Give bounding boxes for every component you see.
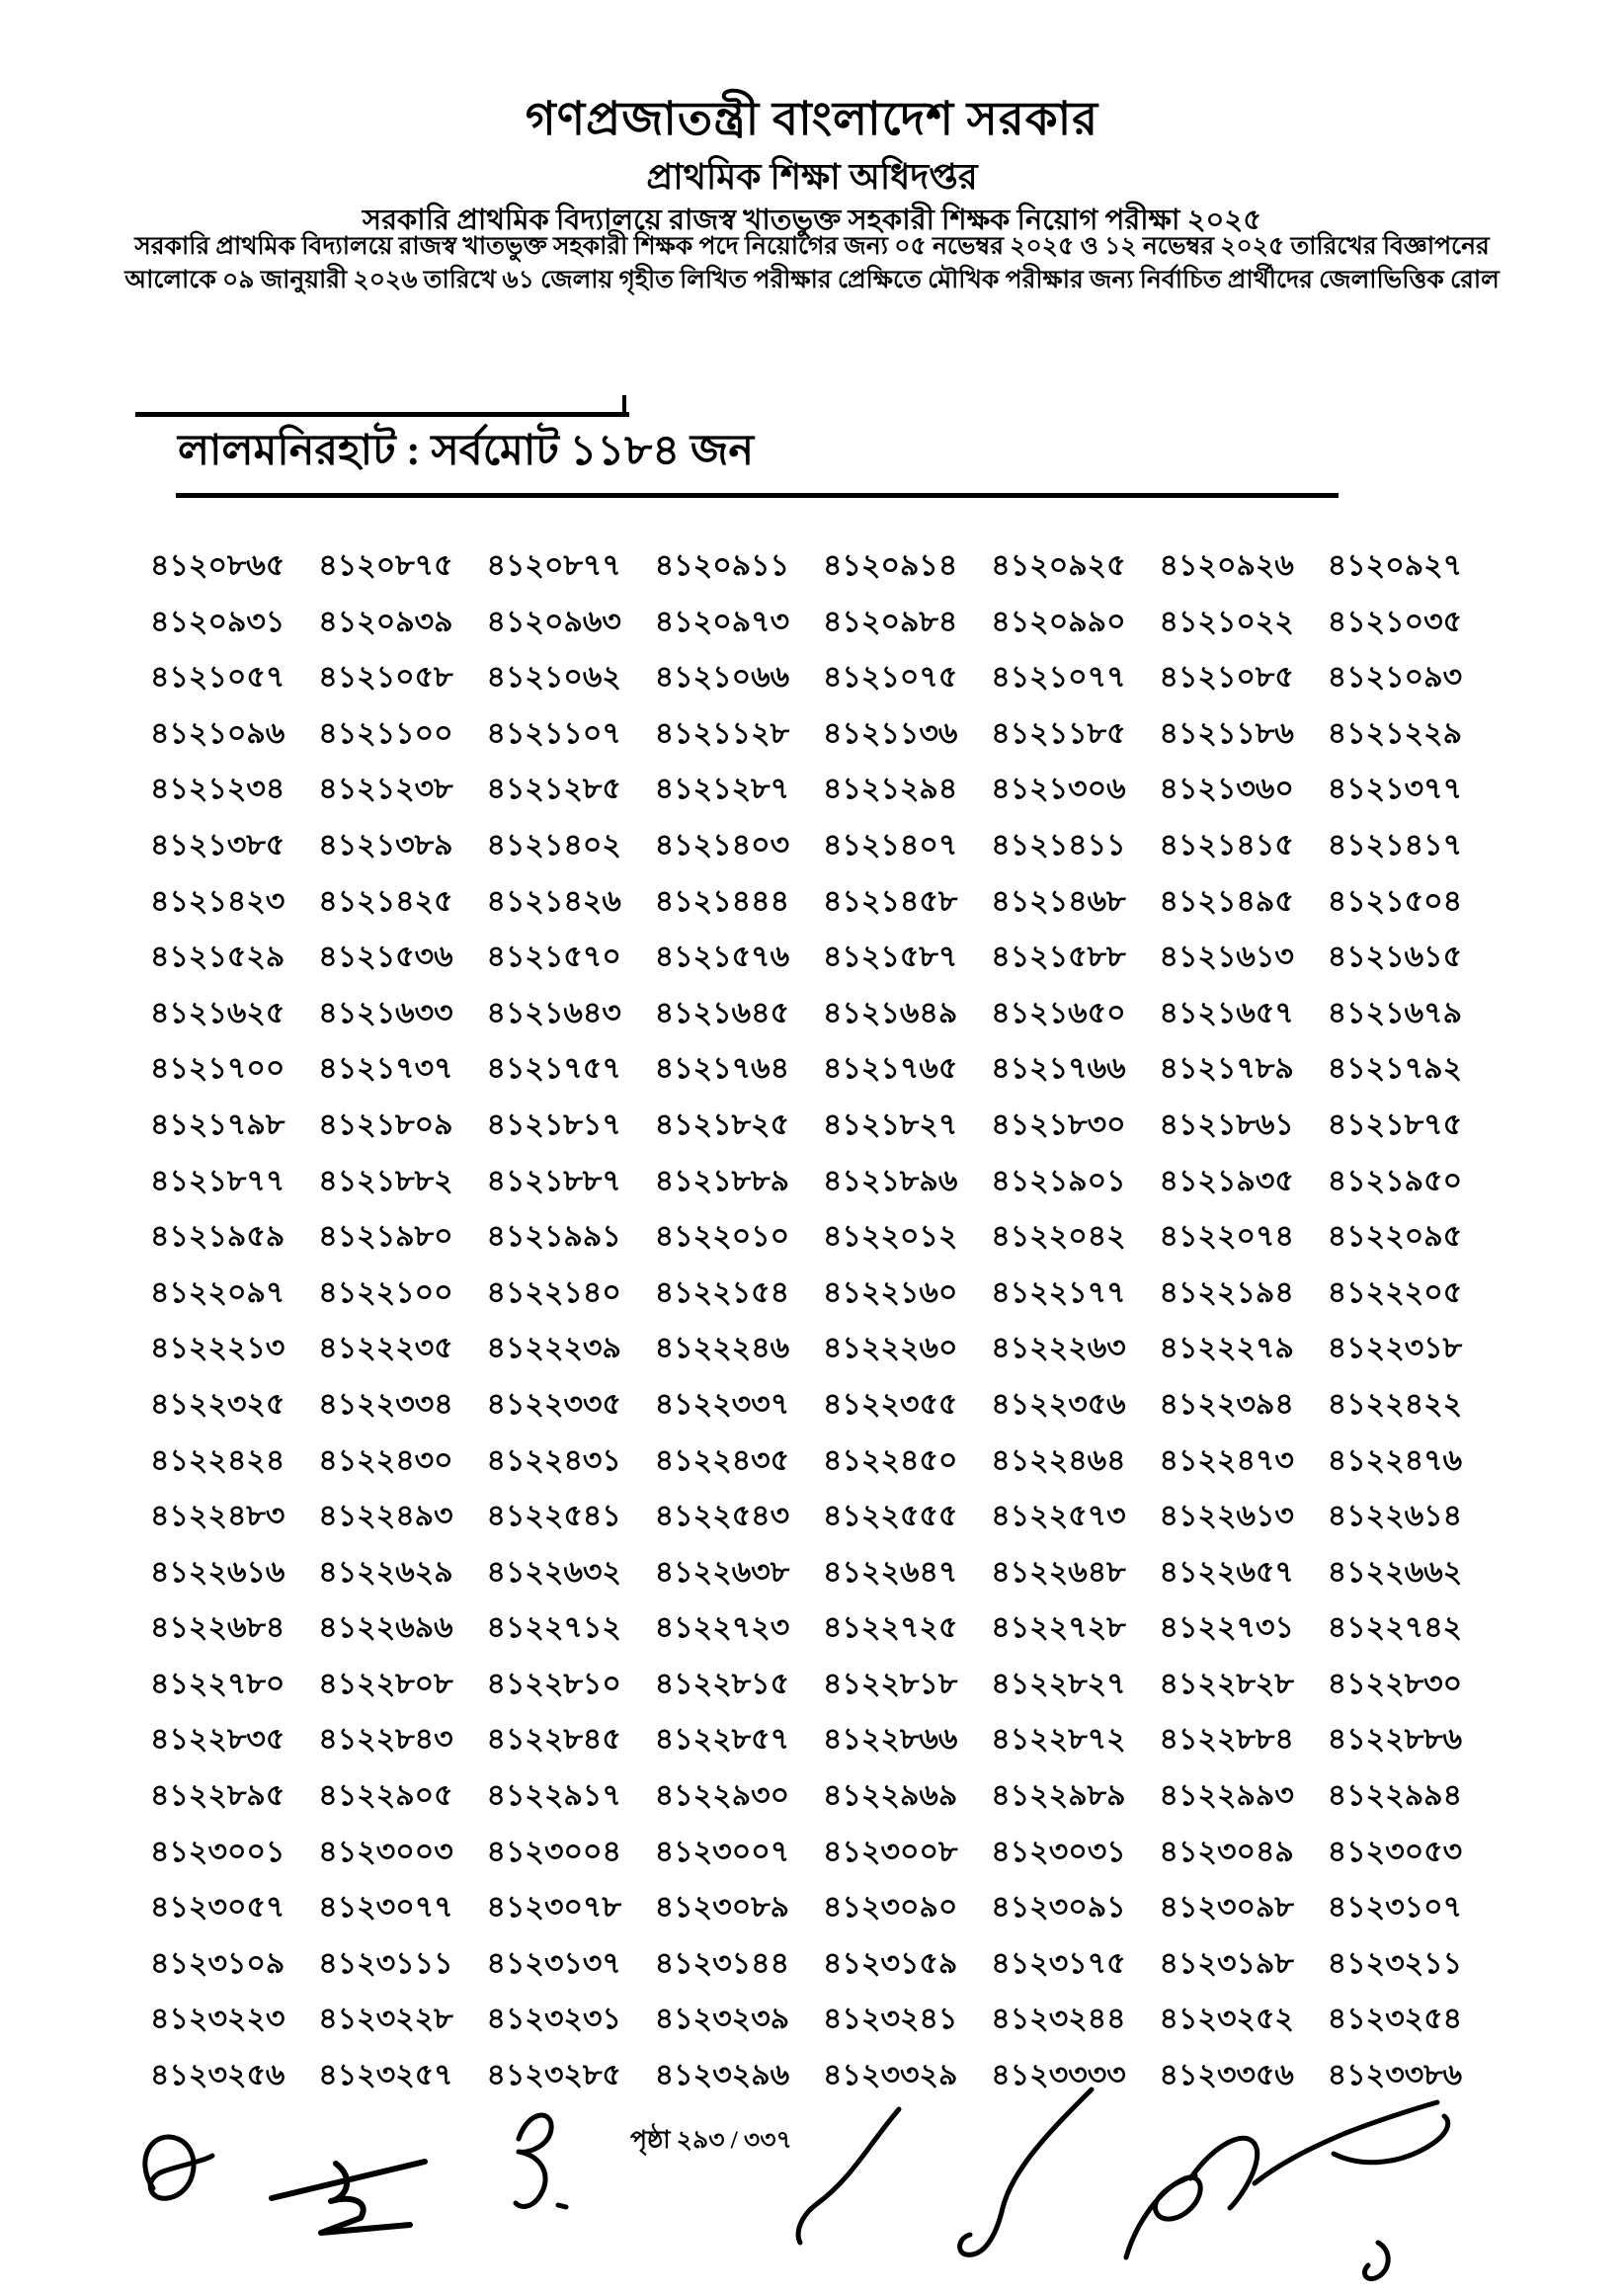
roll-number: ৪১২২৫৫৫ <box>823 1500 958 1533</box>
roll-number: ৪১২১৫০৪ <box>1327 884 1463 918</box>
roll-number: ৪১২২৩৯৪ <box>1159 1387 1294 1421</box>
roll-number: ৪১২২৬৫৭ <box>1159 1555 1294 1589</box>
roll-number: ৪১২১৪৯৫ <box>1159 884 1294 918</box>
roll-number: ৪১২২০৯৫ <box>1327 1220 1463 1254</box>
roll-number: ৪১২১৪৫৮ <box>823 884 958 918</box>
roll-number: ৪১২১৯৫৯ <box>150 1220 285 1254</box>
roll-number: ৪১২২১৫৪ <box>654 1275 790 1309</box>
roll-number: ৪১২১২৩৮ <box>318 773 453 806</box>
roll-number: ৪১২১২২৯ <box>1327 716 1463 750</box>
notice-description-line1: সরকারি প্রাথমিক বিদ্যালয়ে রাজস্ব খাতভুক্ত সহকারী শিক্ষক পদে নিয়োগের জন্য ০৫ নভেম্বর ২০২৫ ও ১২ নভেম্বর ২০২৫ তারিখের বিজ্ঞাপনের <box>134 233 1490 260</box>
roll-number: ৪১২৩২৫৪ <box>1327 2003 1463 2036</box>
roll-number: ৪১২৩০৮৯ <box>654 1891 790 1924</box>
roll-number: ৪১২১০২২ <box>1159 605 1294 638</box>
roll-number: ৪১২১৪১১ <box>991 828 1126 861</box>
signature-icon <box>272 2162 425 2233</box>
roll-number: ৪১২১৪২৫ <box>318 884 453 918</box>
roll-number: ৪১২১৯৩৫ <box>1159 1164 1294 1197</box>
roll-number: ৪১২১৮৯৬ <box>823 1164 958 1197</box>
roll-number: ৪১২১৬৪৯ <box>823 996 958 1029</box>
roll-number: ৪১২১০৬৬ <box>654 661 790 695</box>
roll-number: ৪১২২২১৩ <box>150 1332 285 1365</box>
roll-number: ৪১২১১৩৬ <box>823 716 958 750</box>
roll-number: ৪১২১৬২৫ <box>150 996 285 1029</box>
roll-number: ৪১২২৮২৮ <box>1159 1667 1294 1700</box>
roll-number: ৪১২৩০০১ <box>150 1835 285 1868</box>
roll-number: ৪১২২০১০ <box>654 1220 790 1254</box>
roll-number: ৪১২১৭৯৮ <box>150 1107 285 1141</box>
roll-number: ৪১২০৯৬৩ <box>486 605 621 638</box>
roll-number: ৪১২২৩৫৫ <box>823 1387 958 1421</box>
roll-number: ৪১২২৩৩৫ <box>486 1387 621 1421</box>
roll-number: ৪১২২৮৪৫ <box>486 1723 621 1757</box>
roll-number: ৪১২১৭৬৪ <box>654 1052 790 1086</box>
roll-number: ৪১২২৮৯৫ <box>150 1779 285 1813</box>
roll-number: ৪১২০৯১৪ <box>823 549 958 582</box>
roll-number: ৪১২১৩৭৭ <box>1327 773 1463 806</box>
roll-number: ৪১২১০৩৫ <box>1327 605 1463 638</box>
roll-number: ৪১২১৭৬৫ <box>823 1052 958 1086</box>
roll-number: ৪১২২৭২৫ <box>823 1611 958 1645</box>
roll-number: ৪১২১৪২৬ <box>486 884 621 918</box>
roll-number: ৪১২২৯৬৯ <box>823 1779 958 1813</box>
roll-number: ৪১২১৪১৭ <box>1327 828 1463 861</box>
roll-number: ৪১২২৬২৯ <box>318 1555 453 1589</box>
roll-number: ৪১২৩২২৮ <box>318 2003 453 2036</box>
roll-number: ৪১২৩০০৪ <box>486 1835 621 1868</box>
roll-number: ৪১২১৬৩৩ <box>318 996 453 1029</box>
roll-number: ৪১২১৭০০ <box>150 1052 285 1086</box>
roll-number: ৪১২১৯০১ <box>991 1164 1126 1197</box>
roll-number: ৪১২১৬৫০ <box>991 996 1126 1029</box>
roll-number: ৪১২৩০৯১ <box>991 1891 1126 1924</box>
roll-number: ৪১২০৮৭৭ <box>486 549 621 582</box>
roll-number: ৪১২০৯৩১ <box>150 605 285 638</box>
roll-number: ৪১২১৮১৭ <box>486 1107 621 1141</box>
roll-number: ৪১২১১২৮ <box>654 716 790 750</box>
roll-number: ৪১২১১০০ <box>318 716 453 750</box>
roll-number: ৪১২১৪৬৮ <box>991 884 1126 918</box>
roll-number: ৪১২২৫৪৩ <box>654 1500 790 1533</box>
roll-number: ৪১২২৩১৮ <box>1327 1332 1463 1365</box>
roll-number: ৪১২৩২৩৯ <box>654 2003 790 2036</box>
roll-number: ৪১২১৬৫৭ <box>1159 996 1294 1029</box>
roll-number: ৪১২২৮৭২ <box>991 1723 1126 1757</box>
roll-number: ৪১২২৬৩৮ <box>654 1555 790 1589</box>
roll-number: ৪১২৩১০৭ <box>1327 1891 1463 1924</box>
roll-number: ৪১২১০৫৮ <box>318 661 453 695</box>
roll-number: ৪১২২৪৩১ <box>486 1443 621 1477</box>
roll-number: ৪১২৩২৪৪ <box>991 2003 1126 2036</box>
roll-number: ৪১২২৯১৭ <box>486 1779 621 1813</box>
roll-number: ৪১২১৯৮০ <box>318 1220 453 1254</box>
roll-number: ৪১২২৬৪৮ <box>991 1555 1126 1589</box>
roll-number: ৪১২৩২৩১ <box>486 2003 621 2036</box>
roll-number: ৪১২২২৭৯ <box>1159 1332 1294 1365</box>
roll-number: ৪১২১২৮৭ <box>654 773 790 806</box>
roll-number: ৪১২২৭২৮ <box>991 1611 1126 1645</box>
roll-number: ৪১২৩১৯৮ <box>1159 1946 1294 1980</box>
roll-number: ৪১২২২৩৯ <box>486 1332 621 1365</box>
roll-grid <box>150 541 1496 2107</box>
roll-number: ৪১২১৫৮৭ <box>823 941 958 974</box>
roll-number: ৪১২২৯৯৩ <box>1159 1779 1294 1813</box>
roll-number: ৪১২১৮৩০ <box>991 1107 1126 1141</box>
roll-number: ৪১২১১৮৫ <box>991 716 1126 750</box>
roll-number: ৪১২২৪৭৬ <box>1327 1443 1463 1477</box>
roll-number: ৪১২২৭১২ <box>486 1611 621 1645</box>
roll-number: ৪১২১২৯৪ <box>823 773 958 806</box>
roll-number: ৪১২৩২১১ <box>1327 1946 1463 1980</box>
roll-number: ৪১২১৫২৯ <box>150 941 285 974</box>
roll-number: ৪১২৩০০৭ <box>654 1835 790 1868</box>
roll-number: ৪১২১৭৯২ <box>1327 1052 1463 1086</box>
roll-number: ৪১২১৬৭৯ <box>1327 996 1463 1029</box>
roll-number: ৪১২১৮২৫ <box>654 1107 790 1141</box>
roll-number: ৪১২২৮০৮ <box>318 1667 453 1700</box>
roll-number: ৪১২৩২৪১ <box>823 2003 958 2036</box>
roll-number: ৪১২১২৩৪ <box>150 773 285 806</box>
roll-number: ৪১২০৯২৬ <box>1159 549 1294 582</box>
roll-number: ৪১২২৯৮৯ <box>991 1779 1126 1813</box>
roll-number: ৪১২২৬৯৬ <box>318 1611 453 1645</box>
roll-number: ৪১২২৩৩৭ <box>654 1387 790 1421</box>
roll-number: ৪১২৩১১১ <box>318 1946 453 1980</box>
roll-number: ৪১২৩৩২৯ <box>823 2059 958 2092</box>
roll-number: ৪১২২৮৬৬ <box>823 1723 958 1757</box>
page-title: গণপ্রজাতন্ত্রী বাংলাদেশ সরকার <box>525 94 1099 145</box>
roll-number: ৪১২২৭৮০ <box>150 1667 285 1700</box>
roll-number: ৪১২০৯৮৪ <box>823 605 958 638</box>
roll-number: ৪১২০৯১১ <box>654 549 790 582</box>
roll-number: ৪১২১৬৪৫ <box>654 996 790 1029</box>
roll-number: ৪১২৩১৩৭ <box>486 1946 621 1980</box>
roll-number: ৪১২১৩৮৯ <box>318 828 453 861</box>
roll-number: ৪১২১৬১৩ <box>1159 941 1294 974</box>
roll-number: ৪১২২৪৭৩ <box>1159 1443 1294 1477</box>
signature-icon <box>145 2137 212 2198</box>
district-heading-bottom-rule <box>176 493 1339 498</box>
roll-number: ৪১২০৯৯০ <box>991 605 1126 638</box>
roll-number: ৪১২১৪০৭ <box>823 828 958 861</box>
roll-number: ৪১২১৮২৭ <box>823 1107 958 1141</box>
roll-number: ৪১২২৩২৫ <box>150 1387 285 1421</box>
roll-number: ৪১২১৫৩৬ <box>318 941 453 974</box>
notice-description <box>0 230 1624 297</box>
roll-number: ৪১২২৫৪১ <box>486 1500 621 1533</box>
roll-number: ৪১২১১০৭ <box>486 716 621 750</box>
roll-number: ৪১২২৮১৮ <box>823 1667 958 1700</box>
roll-number: ৪১২২১৬০ <box>823 1275 958 1309</box>
roll-number: ৪১২২৭৩১ <box>1159 1611 1294 1645</box>
roll-number: ৪১২১৫৭৬ <box>654 941 790 974</box>
roll-number: ৪১২৩০৯০ <box>823 1891 958 1924</box>
roll-number: ৪১২১৪০৩ <box>654 828 790 861</box>
roll-number: ৪১২১৯৫০ <box>1327 1164 1463 1197</box>
district-heading: লালমনিরহাট : সর্বমোট ১১৮৪ জন <box>178 428 754 474</box>
roll-number: ৪১২২২৪৬ <box>654 1332 790 1365</box>
roll-number: ৪১২০৯২৭ <box>1327 549 1463 582</box>
roll-number: ৪১২১৮৮২ <box>318 1164 453 1197</box>
roll-number: ৪১২১৬১৫ <box>1327 941 1463 974</box>
roll-number: ৪১২২৬৮৪ <box>150 1611 285 1645</box>
roll-number: ৪১২২৪২২ <box>1327 1387 1463 1421</box>
roll-number: ৪১২০৮৬৫ <box>150 549 285 582</box>
roll-number: ৪১২২১৯৪ <box>1159 1275 1294 1309</box>
roll-number: ৪১২১৯৯১ <box>486 1220 621 1254</box>
roll-number: ৪১২২২৬০ <box>823 1332 958 1365</box>
roll-number: ৪১২৩২৮৫ <box>486 2059 621 2092</box>
roll-number: ৪১২২৮২৭ <box>991 1667 1126 1700</box>
roll-number: ৪১২৩১৪৪ <box>654 1946 790 1980</box>
district-heading-top-rule-stub <box>622 395 626 412</box>
roll-number: ৪১২২৪৬৪ <box>991 1443 1126 1477</box>
roll-number: ৪১২১০৭৫ <box>823 661 958 695</box>
roll-number: ৪১২৩২৯৬ <box>654 2059 790 2092</box>
roll-number: ৪১২৩২২৩ <box>150 2003 285 2036</box>
roll-number: ৪১২২২৬৩ <box>991 1332 1126 1365</box>
roll-number: ৪১২২৪৮৩ <box>150 1500 285 1533</box>
exam-title: সরকারি প্রাথমিক বিদ্যালয়ে রাজস্ব খাতভুক্ত সহকারী শিক্ষক নিয়োগ পরীক্ষা ২০২৫ <box>362 205 1262 236</box>
roll-number: ৪১২২৮১০ <box>486 1667 621 1700</box>
signatures-row <box>109 2085 1541 2293</box>
roll-number: ৪১২১৪১৫ <box>1159 828 1294 861</box>
roll-number: ৪১২১৩০৬ <box>991 773 1126 806</box>
roll-number: ৪১২০৯২৫ <box>991 549 1126 582</box>
roll-number: ৪১২২৬৪৭ <box>823 1555 958 1589</box>
roll-number: ৪১২১৩৮৫ <box>150 828 285 861</box>
roll-number: ৪১২২১৪০ <box>486 1275 621 1309</box>
roll-number: ৪১২৩০৫৭ <box>150 1891 285 1924</box>
roll-number: ৪১২২৬৩২ <box>486 1555 621 1589</box>
signature-icon <box>798 2109 899 2243</box>
roll-number: ৪১২১৭৩৭ <box>318 1052 453 1086</box>
roll-number: ৪১২২৭৪২ <box>1327 1611 1463 1645</box>
roll-number: ৪১২২৪৯৩ <box>318 1500 453 1533</box>
roll-number: ৪১২৩২৫৬ <box>150 2059 285 2092</box>
roll-number: ৪১২২৩৩৪ <box>318 1387 453 1421</box>
roll-number: ৪১২২৯৩০ <box>654 1779 790 1813</box>
roll-number: ৪১২১০৬২ <box>486 661 621 695</box>
roll-number: ৪১২৩০৭৭ <box>318 1891 453 1924</box>
roll-number: ৪১২৩৩৩৩ <box>991 2059 1126 2092</box>
roll-number: ৪১২২৫৭৩ <box>991 1500 1126 1533</box>
roll-number: ৪১২১৭৬৬ <box>991 1052 1126 1086</box>
roll-number: ৪১২৩০০৩ <box>318 1835 453 1868</box>
roll-number: ৪১২২৯৯৪ <box>1327 1779 1463 1813</box>
roll-number: ৪১২৩৩৫৬ <box>1159 2059 1294 2092</box>
roll-number: ৪১২২১৭৭ <box>991 1275 1126 1309</box>
roll-number: ৪১২২৬১৩ <box>1159 1500 1294 1533</box>
roll-number: ৪১২১০৯৩ <box>1327 661 1463 695</box>
roll-number: ৪১২২৮৮৬ <box>1327 1723 1463 1757</box>
roll-number: ৪১২১৪৪৪ <box>654 884 790 918</box>
roll-number: ৪১২১৪২৩ <box>150 884 285 918</box>
roll-number: ৪১২২২০৫ <box>1327 1275 1463 1309</box>
roll-number: ৪১২২৮৪৩ <box>318 1723 453 1757</box>
roll-number: ৪১২১০৭৭ <box>991 661 1126 695</box>
roll-number: ৪১২২৪২৪ <box>150 1443 285 1477</box>
roll-number: ৪১২২০৯৭ <box>150 1275 285 1309</box>
roll-number: ৪১২১৪০২ <box>486 828 621 861</box>
roll-number: ৪১২২৯০৫ <box>318 1779 453 1813</box>
roll-number: ৪১২৩০৩১ <box>991 1835 1126 1868</box>
roll-number: ৪১২৩১৭৫ <box>991 1946 1126 1980</box>
roll-number: ৪১২১৮০৯ <box>318 1107 453 1141</box>
roll-number: ৪১২২৮১৫ <box>654 1667 790 1700</box>
roll-number: ৪১২২৬১৪ <box>1327 1500 1463 1533</box>
signature-icon <box>1126 2102 1448 2257</box>
roll-number: ৪১২৩১৫৯ <box>823 1946 958 1980</box>
roll-number: ৪১২২৪৫০ <box>823 1443 958 1477</box>
roll-number: ৪১২১০৯৬ <box>150 716 285 750</box>
roll-number: ৪১২৩২৫২ <box>1159 2003 1294 2036</box>
district-heading-top-rule <box>135 412 629 417</box>
roll-number: ৪১২২৭২৩ <box>654 1611 790 1645</box>
roll-number: ৪১২১১৮৬ <box>1159 716 1294 750</box>
roll-number: ৪১২২৩৫৬ <box>991 1387 1126 1421</box>
roll-number: ৪১২১৮৮৯ <box>654 1164 790 1197</box>
roll-number: ৪১২১৮৭৭ <box>150 1164 285 1197</box>
department-title: প্রাথমিক শিক্ষা অধিদপ্তর <box>646 157 978 197</box>
roll-number: ৪১২২৮৩০ <box>1327 1667 1463 1700</box>
signature-icon <box>1364 2243 1388 2279</box>
roll-number: ৪১২১২৮৫ <box>486 773 621 806</box>
roll-number: ৪১২২২৩৫ <box>318 1332 453 1365</box>
roll-number: ৪১২১৮৬১ <box>1159 1107 1294 1141</box>
roll-number: ৪১২২১০০ <box>318 1275 453 1309</box>
roll-number: ৪১২২০৭৪ <box>1159 1220 1294 1254</box>
roll-number: ৪১২১৬৪৩ <box>486 996 621 1029</box>
roll-number: ৪১২২৬১৬ <box>150 1555 285 1589</box>
roll-number: ৪১২৩২৫৭ <box>318 2059 453 2092</box>
roll-number: ৪১২৩০৭৮ <box>486 1891 621 1924</box>
roll-number: ৪১২০৯৩৯ <box>318 605 453 638</box>
roll-number: ৪১২১৭৮৯ <box>1159 1052 1294 1086</box>
roll-number: ৪১২০৯৭৩ <box>654 605 790 638</box>
roll-number: ৪১২৩৩৮৬ <box>1327 2059 1463 2092</box>
roll-number: ৪১২২৬৬২ <box>1327 1555 1463 1589</box>
roll-number: ৪১২৩০৯৮ <box>1159 1891 1294 1924</box>
roll-number: ৪১২১৫৮৮ <box>991 941 1126 974</box>
roll-number: ৪১২৩০০৮ <box>823 1835 958 1868</box>
roll-number: ৪১২২০৪২ <box>991 1220 1126 1254</box>
roll-number: ৪১২২৪৩০ <box>318 1443 453 1477</box>
roll-number: ৪১২২৮৮৪ <box>1159 1723 1294 1757</box>
roll-number: ৪১২২৮৫৭ <box>654 1723 790 1757</box>
notice-description-line2: আলোকে ০৯ জানুয়ারী ২০২৬ তারিখে ৬১ জেলায় গৃহীত লিখিত পরীক্ষার প্রেক্ষিতে মৌখিক পরীক্ষার জন্য নির্বাচিত প্রার্থীদের জেলাভিত্তিক রোল <box>124 267 1500 293</box>
roll-number: ৪১২১৮৭৫ <box>1327 1107 1463 1141</box>
roll-number: ৪১২২০১২ <box>823 1220 958 1254</box>
page-number-label: পৃষ্ঠা ২৯৩ / ৩৩৭ <box>630 2127 792 2154</box>
roll-number: ৪১২৩১০৯ <box>150 1946 285 1980</box>
roll-number: ৪১২২৪৩৫ <box>654 1443 790 1477</box>
roll-number: ৪১২১৫৭০ <box>486 941 621 974</box>
roll-number: ৪১২১৮৮৭ <box>486 1164 621 1197</box>
roll-number: ৪১২১৩৬০ <box>1159 773 1294 806</box>
roll-number: ৪১২১৭৫৭ <box>486 1052 621 1086</box>
roll-number: ৪১২০৮৭৫ <box>318 549 453 582</box>
signature-icon <box>516 2115 566 2207</box>
signature-icon <box>960 2089 1092 2254</box>
roll-number: ৪১২১০৮৫ <box>1159 661 1294 695</box>
roll-number: ৪১২১০৫৭ <box>150 661 285 695</box>
roll-number: ৪১২৩০৪৯ <box>1159 1835 1294 1868</box>
roll-number: ৪১২২৮৩৫ <box>150 1723 285 1757</box>
roll-number: ৪১২৩০৫৩ <box>1327 1835 1463 1868</box>
